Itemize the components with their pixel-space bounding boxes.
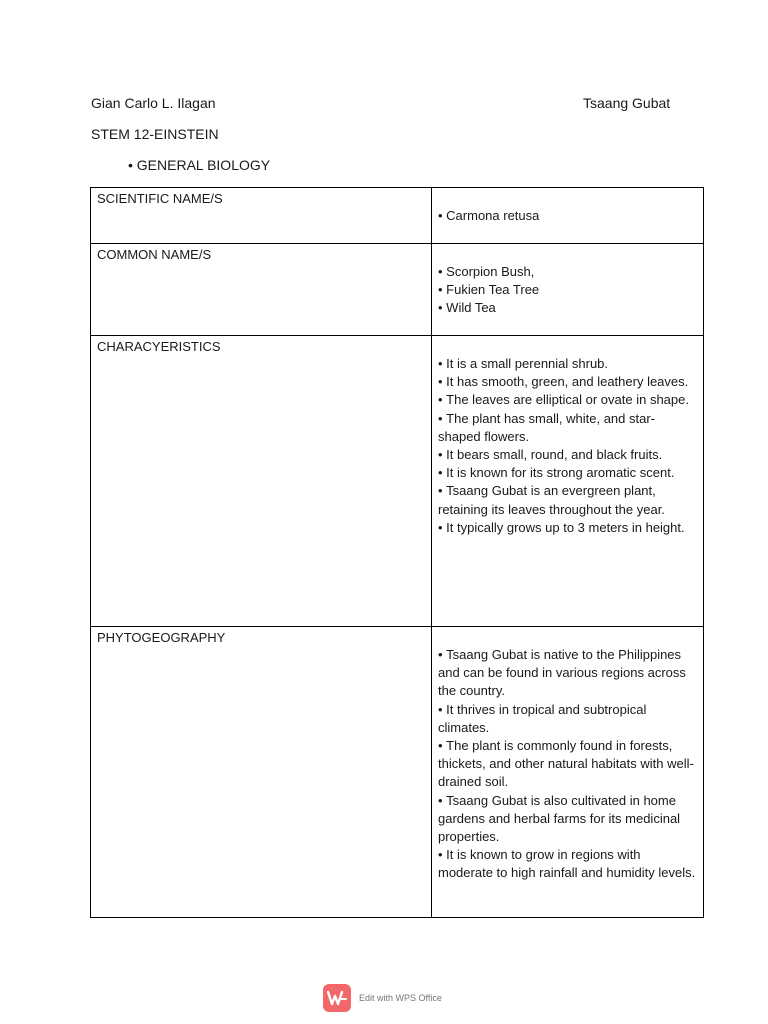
list-item: • The leaves are elliptical or ovate in shape. xyxy=(438,391,697,409)
list-item: • It is a small perennial shrub. xyxy=(438,355,697,373)
table-row xyxy=(91,188,704,244)
wps-footer-text: Edit with WPS Office xyxy=(359,993,442,1003)
row-values xyxy=(432,244,704,336)
row-values xyxy=(432,627,704,918)
class-section: STEM 12-EINSTEIN xyxy=(91,126,219,142)
wps-footer[interactable] xyxy=(323,983,442,1013)
list-item: • The plant is commonly found in forests, thickets, and other natural habitats with well-drained soil. xyxy=(438,737,697,792)
table-row xyxy=(91,627,704,918)
list-item: • Tsaang Gubat is also cultivated in home gardens and herbal farms for its medicinal properties. xyxy=(438,792,697,847)
list-item: • It is known to grow in regions with moderate to high rainfall and humidity levels. xyxy=(438,846,697,882)
list-item: • Fukien Tea Tree xyxy=(438,281,697,299)
list-item: • It is known for its strong aromatic scent. xyxy=(438,464,697,482)
list-item: • It bears small, round, and black fruits. xyxy=(438,446,697,464)
list-item: • Scorpion Bush, xyxy=(438,263,697,281)
table-row xyxy=(91,336,704,627)
row-label: PHYTOGEOGRAPHY xyxy=(91,627,432,918)
wps-office-logo-icon xyxy=(323,984,351,1012)
list-item: • It typically grows up to 3 meters in height. xyxy=(438,519,697,537)
list-item: • It has smooth, green, and leathery leaves. xyxy=(438,373,697,391)
document-title: Tsaang Gubat xyxy=(583,95,671,111)
row-values xyxy=(432,188,704,244)
list-item: • Tsaang Gubat is native to the Philippines and can be found in various regions across the country. xyxy=(438,646,697,701)
list-item: • Wild Tea xyxy=(438,299,697,317)
list-item: • Tsaang Gubat is an evergreen plant, retaining its leaves throughout the year. xyxy=(438,482,697,518)
author-name: Gian Carlo L. Ilagan xyxy=(91,95,216,111)
table-row xyxy=(91,244,704,336)
row-label: SCIENTIFIC NAME/S xyxy=(91,188,432,244)
wps-w-glyph-icon xyxy=(327,990,347,1006)
row-label: CHARACYERISTICS xyxy=(91,336,432,627)
list-item: • The plant has small, white, and star-shaped flowers. xyxy=(438,410,697,446)
row-label: COMMON NAME/S xyxy=(91,244,432,336)
list-item: • It thrives in tropical and subtropical climates. xyxy=(438,701,697,737)
row-values xyxy=(432,336,704,627)
plant-info-table xyxy=(90,187,704,918)
list-item: • Carmona retusa xyxy=(438,207,697,225)
subject-heading: • GENERAL BIOLOGY xyxy=(128,157,271,173)
